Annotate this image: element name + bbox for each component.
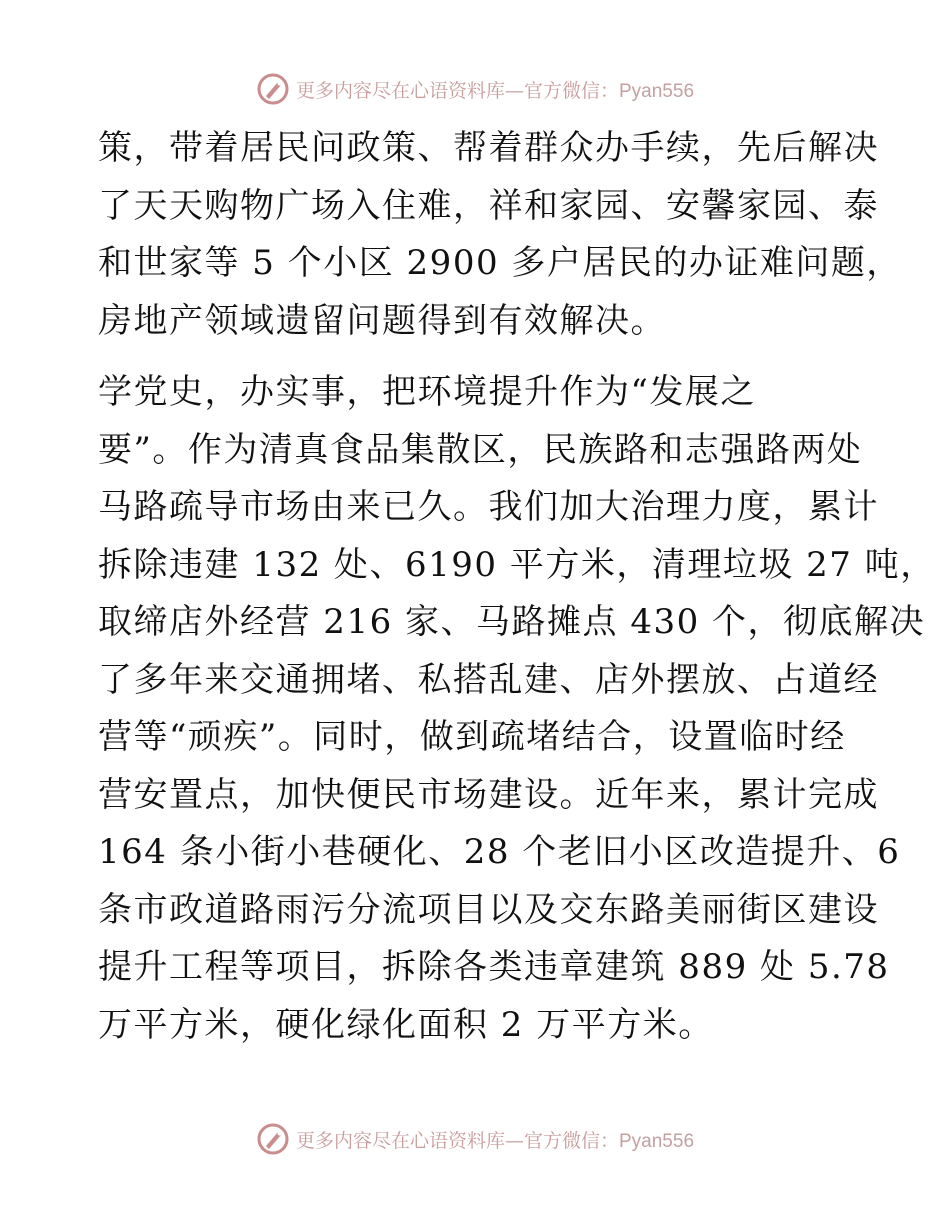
footer-watermark	[0, 1122, 950, 1156]
text-line: 164 条小街小巷硬化、28 个老旧小区改造提升、6	[98, 832, 901, 872]
text-line: 提升工程等项目，拆除各类违章建筑 889 处 5.78	[98, 947, 890, 987]
text-line: 了天天购物广场入住难，祥和家园、安馨家园、泰	[98, 185, 879, 226]
text-line: 和世家等 5 个小区 2900 多户居民的办证难问题，	[98, 243, 902, 283]
watermark-text: 更多内容尽在心语资料库—官方微信：Pyan556	[295, 1129, 695, 1152]
header-watermark	[0, 72, 950, 106]
text-line: 学党史，办实事，把环境提升作为“发展之	[98, 372, 756, 412]
text-line: 营安置点，加快便民市场建设。近年来，累计完成	[98, 774, 879, 815]
pen-nib-seal-icon	[256, 1122, 290, 1156]
text-line: 房地产领域遗留问题得到有效解决。	[98, 300, 666, 341]
watermark-text: 更多内容尽在心语资料库—官方微信：Pyan556	[295, 79, 695, 102]
text-line: 要”。作为清真食品集散区，民族路和志强路两处	[98, 429, 863, 470]
text-line: 营等“顽疾”。同时，做到疏堵结合，设置临时经	[98, 717, 846, 757]
text-line: 策，带着居民问政策、帮着群众办手续，先后解决	[98, 128, 879, 168]
pen-nib-seal-icon	[256, 72, 290, 106]
document-body	[98, 120, 936, 1054]
text-line: 条市政道路雨污分流项目以及交东路美丽街区建设	[98, 889, 879, 930]
text-line: 马路疏导市场由来已久。我们加大治理力度，累计	[98, 487, 879, 527]
paragraph-1	[98, 120, 902, 350]
text-line: 取缔店外经营 216 家、马路摊点 430 个，彻底解决	[98, 602, 926, 642]
paragraph-2	[98, 364, 936, 1054]
text-line: 万平方米，硬化绿化面积 2 万平方米。	[98, 1004, 714, 1045]
text-line: 拆除违建 132 处、6190 平方米，清理垃圾 27 吨，	[98, 544, 936, 585]
text-line: 了多年来交通拥堵、私搭乱建、店外摆放、占道经	[98, 659, 879, 700]
